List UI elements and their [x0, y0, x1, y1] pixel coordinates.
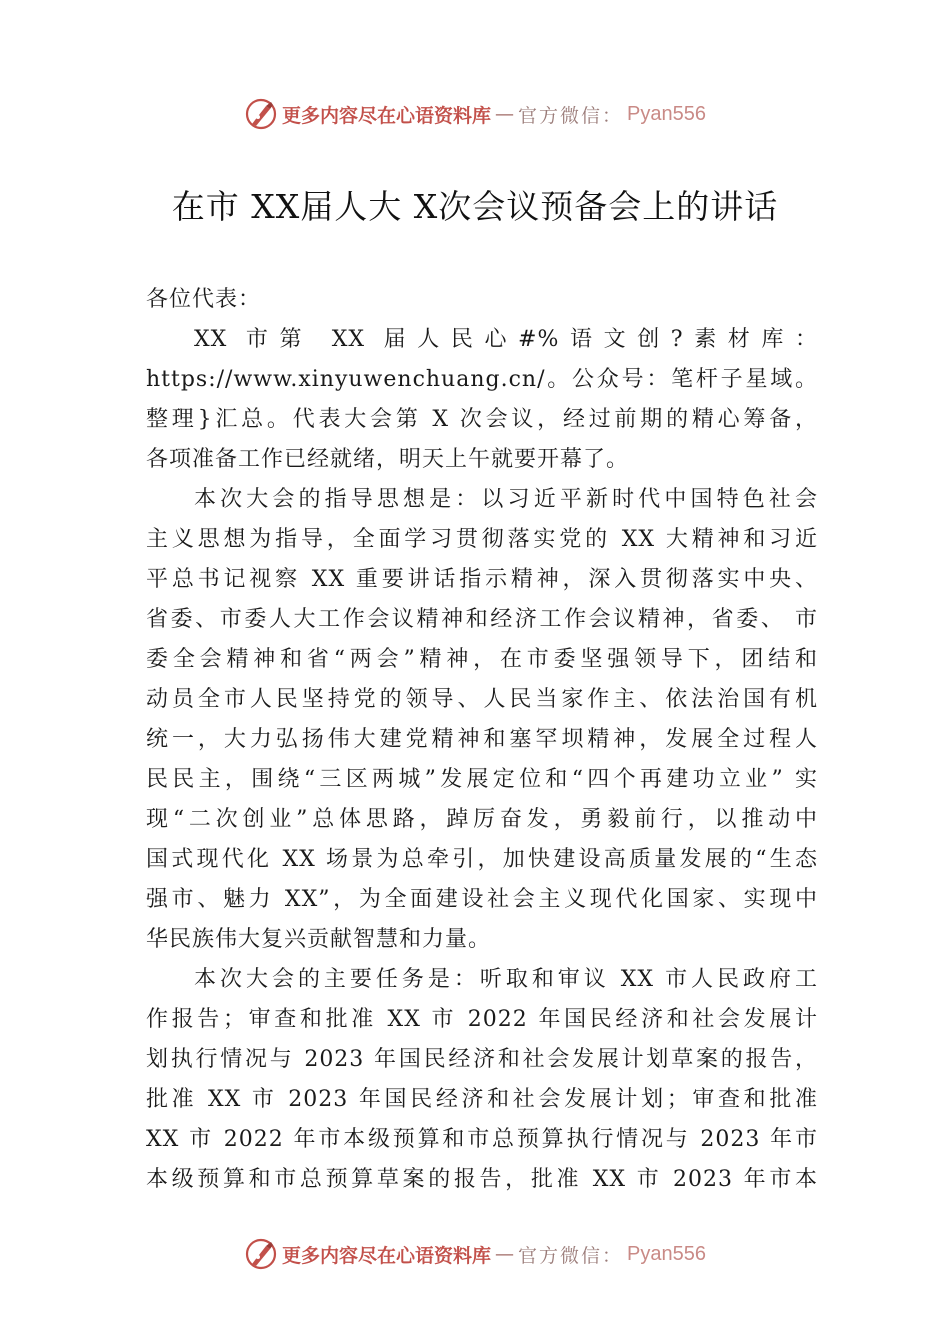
- paragraph-line: XX 市第 XX 届人民心#%语文创?素材库：: [194, 327, 818, 352]
- paragraph-line: 主义思想为指导，全面学习贯彻落实党的 XX 大精神和习近: [146, 527, 818, 552]
- paragraph-line: XX 市 2022 年市本级预算和市总预算执行情况与 2023 年市: [146, 1127, 818, 1152]
- document-title: 在市 XX届人大 X次会议预备会上的讲话: [171, 187, 779, 226]
- paragraph-line: 各项准备工作已经就绪，明天上午就要开幕了。: [146, 447, 630, 472]
- paragraph-line: 民民主，围绕“三区两城”发展定位和“四个再建功立业” 实: [146, 767, 818, 792]
- paragraph-line: 本次大会的指导思想是：以习近平新时代中国特色社会: [194, 487, 818, 512]
- pen-nib-logo-icon: [244, 97, 278, 131]
- banner-dash: —: [495, 103, 515, 125]
- wechat-id: Pyan556: [627, 1242, 706, 1265]
- paragraph-line: 划执行情况与 2023 年国民经济和社会发展计划草案的报告，: [146, 1047, 818, 1072]
- header-watermark-banner: [0, 94, 950, 134]
- paragraph-line: 平总书记视察 XX 重要讲话指示精神，深入贯彻落实中央、: [146, 567, 818, 592]
- paragraph-line: https://www.xinyuwenchuang.cn/。公众号：笔杆子星域。: [146, 367, 818, 392]
- paragraph-line: 强市、魅力 XX”，为全面建设社会主义现代化国家、实现中: [146, 887, 818, 912]
- paragraph-line: 作报告；审查和批准 XX 市 2022 年国民经济和社会发展计: [146, 1007, 818, 1032]
- banner-dash: —: [495, 1243, 515, 1265]
- paragraph-line: 动员全市人民坚持党的领导、人民当家作主、依法治国有机: [146, 687, 818, 712]
- paragraph-line: 华民族伟大复兴贡献智慧和力量。: [146, 927, 492, 952]
- paragraph-line: 本次大会的主要任务是：听取和审议 XX 市人民政府工: [194, 967, 818, 992]
- library-name: 更多内容尽在心语资料库: [282, 1244, 492, 1267]
- paragraph-line: 委全会精神和省“两会”精神，在市委坚强领导下，团结和: [146, 647, 818, 672]
- paragraph-line: 本级预算和市总预算草案的报告，批准 XX 市 2023 年市本: [146, 1167, 818, 1192]
- paragraph-line: 整理}汇总。代表大会第 X 次会议，经过前期的精心筹备，: [146, 407, 818, 432]
- pen-nib-logo-icon: [244, 1237, 278, 1271]
- library-name: 更多内容尽在心语资料库: [282, 104, 492, 127]
- paragraph-line: 现“二次创业”总体思路，踔厉奋发，勇毅前行，以推动中: [146, 807, 818, 832]
- wechat-label: 官方微信：: [518, 1244, 624, 1267]
- paragraph-line: 批准 XX 市 2023 年国民经济和社会发展计划；审查和批准: [146, 1087, 818, 1112]
- paragraph-line: 统一，大力弘扬伟大建党精神和塞罕坝精神，发展全过程人: [146, 727, 818, 752]
- salutation: 各位代表：: [146, 287, 262, 312]
- footer-watermark-banner: [0, 1234, 950, 1274]
- wechat-label: 官方微信：: [518, 104, 624, 127]
- paragraph-line: 国式现代化 XX 场景为总牵引，加快建设高质量发展的“生态: [146, 847, 818, 872]
- wechat-id: Pyan556: [627, 102, 706, 125]
- paragraph-line: 省委、市委人大工作会议精神和经济工作会议精神，省委、 市: [146, 607, 818, 632]
- document-body: [146, 280, 818, 1200]
